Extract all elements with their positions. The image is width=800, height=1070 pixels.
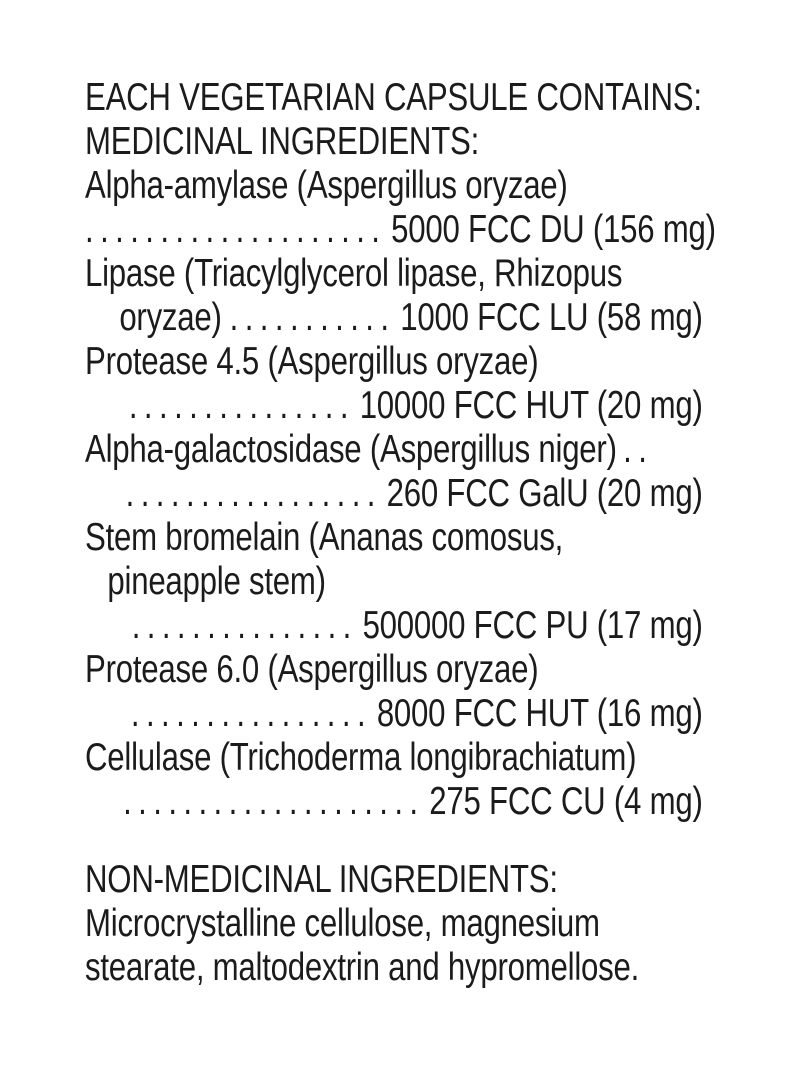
section-gap (85, 824, 703, 858)
amount-value: 1000 FCC LU (58 mg) (400, 296, 703, 339)
dot-leader: ........... (229, 296, 396, 339)
dot-leader: .................... (85, 208, 387, 251)
amount-value: 5000 FCC DU (156 mg) (391, 208, 716, 251)
name-continuation: oryzae) (119, 296, 222, 339)
non-medicinal-ingredients-line-2: stearate, maltodextrin and hypromellose. (85, 946, 640, 989)
supplement-label-text (85, 76, 716, 990)
dot-leader: ................ (130, 692, 373, 735)
medicinal-ingredients-heading: MEDICINAL INGREDIENTS: (85, 120, 480, 163)
dot-leader: .. (623, 428, 654, 471)
ingredient-name-stem-bromelain: Stem bromelain (Ananas comosus, (85, 516, 564, 559)
ingredient-amount-alpha-amylase (85, 208, 716, 252)
amount-value: 500000 FCC PU (17 mg) (362, 604, 703, 647)
ingredient-name-alpha-galactosidase (85, 428, 703, 472)
ingredient-amount-protease-60 (85, 692, 703, 736)
ingredient-amount-protease-45 (85, 384, 703, 428)
dot-leader: ................. (125, 472, 382, 515)
amount-value: 10000 FCC HUT (20 mg) (359, 384, 703, 427)
dot-leader: ............... (131, 604, 358, 647)
dot-leader: ............... (128, 384, 355, 427)
amount-value: 260 FCC GalU (20 mg) (386, 472, 703, 515)
amount-value: 275 FCC CU (4 mg) (429, 780, 703, 823)
ingredient-amount-lipase (85, 296, 703, 340)
ingredient-amount-alpha-galactosidase (85, 472, 703, 516)
ingredient-name-protease-45: Protease 4.5 (Aspergillus oryzae) (85, 340, 539, 383)
non-medicinal-ingredients-line-1: Microcrystalline cellulose, magnesium (85, 902, 600, 945)
non-medicinal-ingredients-heading: NON-MEDICINAL INGREDIENTS: (85, 858, 558, 901)
ingredient-name-protease-60: Protease 6.0 (Aspergillus oryzae) (85, 648, 539, 691)
ingredient-name-stem-bromelain-cont: pineapple stem) (107, 560, 326, 603)
amount-value: 8000 FCC HUT (16 mg) (376, 692, 703, 735)
ingredient-amount-cellulase (85, 780, 703, 824)
ingredient-name-lipase: Lipase (Triacylglycerol lipase, Rhizopus (85, 252, 623, 295)
ingredient-name-alpha-amylase: Alpha-amylase (Aspergillus oryzae) (85, 164, 568, 207)
ingredient-name-text: Alpha-galactosidase (Aspergillus niger) (85, 428, 617, 471)
ingredient-name-cellulase: Cellulase (Trichoderma longibrachiatum) (85, 736, 637, 779)
ingredient-amount-stem-bromelain (85, 604, 703, 648)
dot-leader: .................... (123, 780, 425, 823)
capsule-contains-heading: EACH VEGETARIAN CAPSULE CONTAINS: (85, 76, 702, 119)
